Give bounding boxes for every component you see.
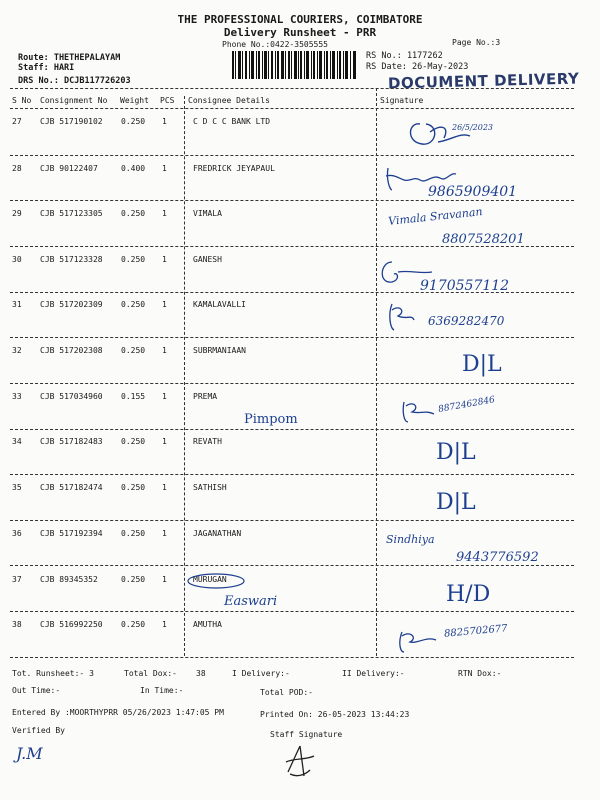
row-rule <box>10 565 574 566</box>
row-rule <box>10 200 574 201</box>
row-weight: 0.250 <box>121 209 146 218</box>
row-pcs: 1 <box>162 346 167 355</box>
table-row <box>0 117 600 163</box>
row-rule <box>10 337 574 338</box>
document-delivery-stamp: DOCUMENT DELIVERY <box>387 69 580 93</box>
handwritten-name: Easwari <box>224 594 278 609</box>
handwritten-hd-mark: H/D <box>446 582 491 607</box>
col-pcs: PCS <box>160 96 175 105</box>
row-rule <box>10 429 574 430</box>
row-sno: 31 <box>12 300 22 309</box>
row-weight: 0.250 <box>121 620 146 629</box>
row-sno: 28 <box>12 164 22 173</box>
row-sno: 27 <box>12 117 22 126</box>
row-weight: 0.400 <box>121 164 146 173</box>
row-weight: 0.155 <box>121 392 146 401</box>
in-time: In Time:- <box>140 686 184 695</box>
total-pod: Total POD:- <box>260 688 313 697</box>
table-row <box>0 437 600 483</box>
row-consignment: CJB 517192394 <box>40 529 103 538</box>
row-rule <box>10 474 574 475</box>
row-consignee: FREDRICK JEYAPAUL <box>193 164 275 173</box>
signature-scribble <box>384 300 424 334</box>
row-weight: 0.250 <box>121 255 146 264</box>
row-weight: 0.250 <box>121 117 146 126</box>
drs-number: DRS No.: DCJB117726203 <box>18 76 131 86</box>
handwritten-phone: 8872462846 <box>437 395 496 415</box>
table-row <box>0 392 600 438</box>
row-weight: 0.250 <box>121 483 146 492</box>
handwritten-phone: 6369282470 <box>428 314 505 328</box>
row-sno: 30 <box>12 255 22 264</box>
row-weight: 0.250 <box>121 300 146 309</box>
table-row <box>0 483 600 529</box>
rs-number: RS No.: 1177262 <box>366 51 443 61</box>
row-pcs: 1 <box>162 620 167 629</box>
row-pcs: 1 <box>162 483 167 492</box>
page-number: Page No.:3 <box>452 38 501 47</box>
row-consignment: CJB 517123305 <box>40 209 103 218</box>
col-consignment: Consignment No <box>40 96 108 105</box>
handwritten-phone: 9443776592 <box>456 550 539 565</box>
row-pcs: 1 <box>162 117 167 126</box>
row-weight: 0.250 <box>121 437 146 446</box>
handwritten-phone: 9170557112 <box>420 278 510 294</box>
row-consignee: SUBRMANIAAN <box>193 346 246 355</box>
row-pcs: 1 <box>162 255 167 264</box>
handwritten-phone: 8825702677 <box>443 623 508 640</box>
row-consignment: CJB 517202309 <box>40 300 103 309</box>
handwritten-name: Sindhiya <box>386 533 435 546</box>
staff-label: Staff: HARI <box>18 63 75 73</box>
table-top-rule <box>10 88 574 89</box>
row-pcs: 1 <box>162 300 167 309</box>
table-row <box>0 575 600 621</box>
circle-mark <box>186 572 250 590</box>
row-pcs: 1 <box>162 575 167 584</box>
row-consignment: CJB 517034960 <box>40 392 103 401</box>
col-weight: Weight <box>120 96 149 105</box>
row-consignment: CJB 517123328 <box>40 255 103 264</box>
table-row <box>0 300 600 346</box>
signature-scribble <box>400 396 440 426</box>
row-consignee: KAMALAVALLI <box>193 300 246 309</box>
rtn-dox: RTN Dox:- <box>458 669 502 678</box>
table-row <box>0 346 600 392</box>
phone-number: Phone No.:0422-3505555 <box>222 40 328 49</box>
row-consignee: MURUGAN <box>193 575 227 584</box>
row-rule <box>10 520 574 521</box>
handwritten-dl-mark: D|L <box>436 490 476 515</box>
total-dox-value: 38 <box>196 669 206 678</box>
barcode-image <box>232 51 356 79</box>
col-sno: S No <box>12 96 32 105</box>
col-consignee: Consignee Details <box>188 96 270 105</box>
table-bottom-rule <box>10 657 574 658</box>
row-sno: 36 <box>12 529 22 538</box>
signature-scribble <box>400 112 500 156</box>
row-sno: 32 <box>12 346 22 355</box>
row-consignee: JAGANATHAN <box>193 529 242 538</box>
handwritten-note: Pimpom <box>244 412 298 427</box>
row-sno: 38 <box>12 620 22 629</box>
row-consignment: CJB 517202308 <box>40 346 103 355</box>
row-consignment: CJB 89345352 <box>40 575 98 584</box>
handwritten-dl-mark: D|L <box>462 352 502 377</box>
header-bottom-rule <box>10 108 574 109</box>
tot-runsheet: Tot. Runsheet:- 3 <box>12 669 94 678</box>
row-consignee: SATHISH <box>193 483 227 492</box>
entered-by: Entered By :MOORTHYPRR 05/26/2023 1:47:05 PM <box>12 708 224 717</box>
row-weight: 0.250 <box>121 529 146 538</box>
row-consignment: CJB 90122407 <box>40 164 98 173</box>
row-sno: 35 <box>12 483 22 492</box>
staff-signature-scribble <box>280 742 320 782</box>
i-delivery: I Delivery:- <box>232 669 290 678</box>
signature-scribble <box>396 626 446 656</box>
row-rule <box>10 383 574 384</box>
row-consignment: CJB 517182474 <box>40 483 103 492</box>
row-rule <box>10 611 574 612</box>
total-dox-label: Total Dox:- <box>124 669 177 678</box>
rs-date: RS Date: 26-May-2023 <box>366 62 469 72</box>
col-signature: Signature <box>380 96 424 105</box>
handwritten-name: Vimala Sravanan <box>387 205 484 228</box>
row-consignment: CJB 516992250 <box>40 620 103 629</box>
route-label: Route: THETHEPALAYAM <box>18 53 121 63</box>
row-pcs: 1 <box>162 164 167 173</box>
handwritten-phone: 8807528201 <box>442 232 525 247</box>
document-title: THE PROFESSIONAL COURIERS, COIMBATORE <box>177 13 423 26</box>
row-sno: 37 <box>12 575 22 584</box>
row-consignee: VIMALA <box>193 209 222 218</box>
handwritten-date: 26/5/2023 <box>452 123 494 132</box>
handwritten-dl-mark: D|L <box>436 440 476 465</box>
row-pcs: 1 <box>162 392 167 401</box>
row-pcs: 1 <box>162 437 167 446</box>
row-sno: 29 <box>12 209 22 218</box>
row-consignment: CJB 517190102 <box>40 117 103 126</box>
verified-by-label: Verified By <box>12 726 65 735</box>
row-consignee: REVATH <box>193 437 222 446</box>
handwritten-phone: 9865909401 <box>428 184 518 200</box>
row-consignee: AMUTHA <box>193 620 222 629</box>
row-consignee: C D C C BANK LTD <box>193 117 271 126</box>
out-time: Out Time:- <box>12 686 61 695</box>
row-pcs: 1 <box>162 209 167 218</box>
row-weight: 0.250 <box>121 575 146 584</box>
row-sno: 34 <box>12 437 22 446</box>
staff-signature-label: Staff Signature <box>270 730 343 739</box>
table-row <box>0 255 600 301</box>
table-row <box>0 620 600 666</box>
row-consignee: PREMA <box>193 392 218 401</box>
document-subtitle: Delivery Runsheet - PRR <box>223 26 377 39</box>
ii-delivery: II Delivery:- <box>342 669 405 678</box>
row-pcs: 1 <box>162 529 167 538</box>
row-consignee: GANESH <box>193 255 222 264</box>
verifier-initials: J.M <box>16 744 43 763</box>
printed-on: Printed On: 26-05-2023 13:44:23 <box>260 710 410 719</box>
row-sno: 33 <box>12 392 22 401</box>
row-weight: 0.250 <box>121 346 146 355</box>
row-consignment: CJB 517182483 <box>40 437 103 446</box>
